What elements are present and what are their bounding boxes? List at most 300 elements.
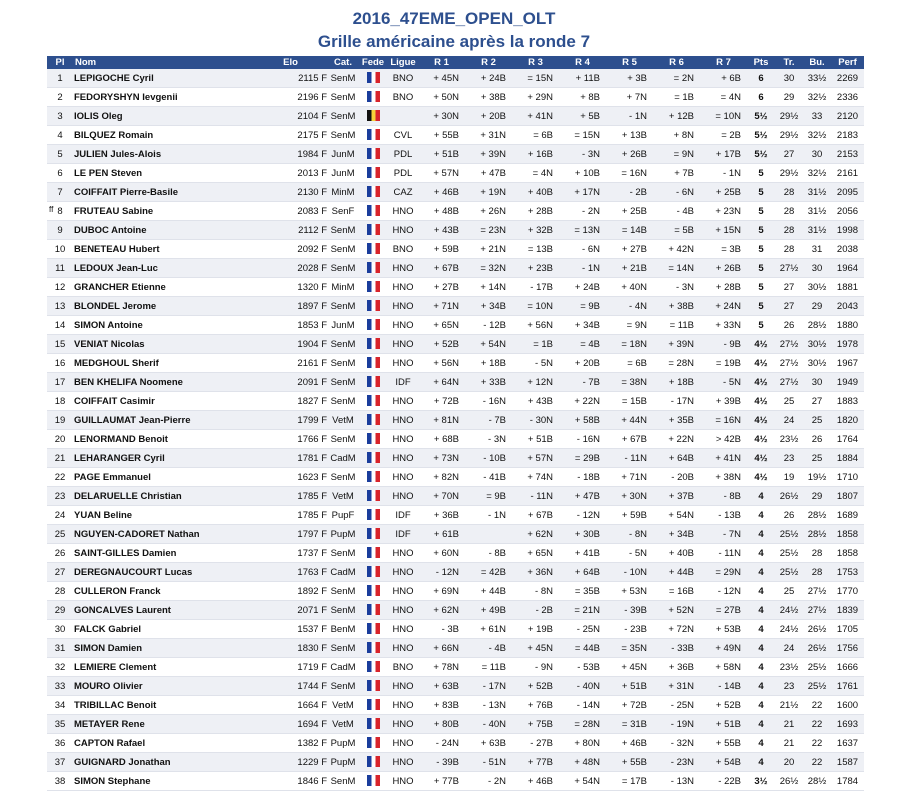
- cell-ligue: IDF: [388, 506, 418, 525]
- cell-cat: VetM: [328, 715, 358, 734]
- cell-round-1: + 50N: [418, 88, 465, 107]
- cell-elo: 1737 F: [253, 544, 328, 563]
- cell-elo: 2092 F: [253, 240, 328, 259]
- cell-round-7: - 12N: [700, 582, 747, 601]
- cell-points: 5: [747, 164, 775, 183]
- cell-round-4: - 16N: [559, 430, 606, 449]
- cell-round-2: + 31N: [465, 126, 512, 145]
- cell-tiebreak-tr: 27: [775, 297, 803, 316]
- cell-tiebreak-bu: 26½: [803, 620, 831, 639]
- cell-round-7: = 16N: [700, 411, 747, 430]
- cell-round-5: = 6B: [606, 354, 653, 373]
- cell-elo: 1827 F: [253, 392, 328, 411]
- cell-round-7: = 2B: [700, 126, 747, 145]
- cell-cat: VetM: [328, 411, 358, 430]
- cell-round-1: + 81N: [418, 411, 465, 430]
- cell-name: LEHARANGER Cyril: [73, 449, 253, 468]
- cell-perf: 2120: [831, 107, 864, 126]
- cell-round-7: - 1N: [700, 164, 747, 183]
- cell-round-5: = 35N: [606, 639, 653, 658]
- cell-round-3: = 6B: [512, 126, 559, 145]
- cell-round-1: + 69N: [418, 582, 465, 601]
- cell-place: [47, 278, 73, 297]
- cell-place: [47, 88, 73, 107]
- cell-round-2: - 12B: [465, 316, 512, 335]
- table-row: [47, 753, 864, 772]
- cell-ligue: HNO: [388, 620, 418, 639]
- cell-round-3: + 51B: [512, 430, 559, 449]
- cell-round-6: + 31N: [653, 677, 700, 696]
- cell-tiebreak-bu: 33½: [803, 69, 831, 88]
- cell-tiebreak-bu: 25: [803, 411, 831, 430]
- cell-round-1: + 73N: [418, 449, 465, 468]
- cell-round-4: - 2N: [559, 202, 606, 221]
- cell-elo: 2115 F: [253, 69, 328, 88]
- cell-round-6: = 1B: [653, 88, 700, 107]
- cell-round-5: = 15B: [606, 392, 653, 411]
- cell-place: [47, 677, 73, 696]
- cell-round-7: + 17B: [700, 145, 747, 164]
- cell-place: [47, 354, 73, 373]
- place-number: 34: [54, 699, 66, 711]
- cell-round-4: + 17N: [559, 183, 606, 202]
- cell-tiebreak-tr: 26½: [775, 772, 803, 791]
- cell-round-2: - 4B: [465, 639, 512, 658]
- cell-tiebreak-tr: 30: [775, 69, 803, 88]
- cell-tiebreak-tr: 26½: [775, 487, 803, 506]
- cell-fede: [358, 221, 388, 240]
- cell-round-1: + 52B: [418, 335, 465, 354]
- cell-perf: 1839: [831, 601, 864, 620]
- cell-round-3: + 12N: [512, 373, 559, 392]
- cell-tiebreak-bu: 27½: [803, 601, 831, 620]
- cell-elo: 2028 F: [253, 259, 328, 278]
- cell-round-4: = 9B: [559, 297, 606, 316]
- france-flag-icon: [367, 414, 380, 425]
- cell-round-3: + 43B: [512, 392, 559, 411]
- cell-round-7: + 52B: [700, 696, 747, 715]
- place-number: 18: [54, 395, 66, 407]
- france-flag-icon: [367, 566, 380, 577]
- header-cat: Cat.: [328, 56, 358, 69]
- table-row: [47, 259, 864, 278]
- cell-round-7: + 6B: [700, 69, 747, 88]
- table-row: [47, 335, 864, 354]
- cell-round-5: = 16N: [606, 164, 653, 183]
- france-flag-icon: [367, 129, 380, 140]
- place-number: 19: [54, 414, 66, 426]
- cell-round-6: = 9N: [653, 145, 700, 164]
- cell-round-5: + 13B: [606, 126, 653, 145]
- cell-elo: 1623 F: [253, 468, 328, 487]
- cell-cat: MinM: [328, 278, 358, 297]
- cell-cat: JunM: [328, 164, 358, 183]
- cell-elo: 1797 F: [253, 525, 328, 544]
- cell-perf: 1967: [831, 354, 864, 373]
- cell-place: [47, 753, 73, 772]
- cell-name: GUIGNARD Jonathan: [73, 753, 253, 772]
- cell-tiebreak-bu: 30½: [803, 335, 831, 354]
- cell-round-4: + 41B: [559, 544, 606, 563]
- cell-elo: 1853 F: [253, 316, 328, 335]
- cell-points: 5: [747, 278, 775, 297]
- cell-round-3: + 52B: [512, 677, 559, 696]
- cell-round-5: - 39B: [606, 601, 653, 620]
- cell-round-2: [465, 525, 512, 544]
- cell-round-2: - 10B: [465, 449, 512, 468]
- cell-round-6: = 28N: [653, 354, 700, 373]
- cell-tiebreak-tr: 23½: [775, 430, 803, 449]
- belgium-flag-icon: [367, 110, 380, 121]
- cell-round-1: + 68B: [418, 430, 465, 449]
- cell-round-5: - 23B: [606, 620, 653, 639]
- cell-round-5: + 71N: [606, 468, 653, 487]
- cell-tiebreak-bu: 27½: [803, 582, 831, 601]
- cell-fede: [358, 259, 388, 278]
- cell-name: LEDOUX Jean-Luc: [73, 259, 253, 278]
- cell-elo: 1892 F: [253, 582, 328, 601]
- cell-name: BLONDEL Jerome: [73, 297, 253, 316]
- cell-round-7: + 38N: [700, 468, 747, 487]
- place-number: 27: [54, 566, 66, 578]
- cell-round-1: + 82N: [418, 468, 465, 487]
- cell-cat: SenM: [328, 297, 358, 316]
- cell-perf: 1858: [831, 544, 864, 563]
- cell-round-3: - 2B: [512, 601, 559, 620]
- cell-cat: SenM: [328, 544, 358, 563]
- cell-fede: [358, 544, 388, 563]
- cell-name: FEDORYSHYN Ievgenii: [73, 88, 253, 107]
- cell-round-7: + 25B: [700, 183, 747, 202]
- cell-round-2: + 49B: [465, 601, 512, 620]
- place-number: 26: [54, 547, 66, 559]
- table-row: [47, 107, 864, 126]
- cell-round-5: - 5N: [606, 544, 653, 563]
- cell-place: [47, 392, 73, 411]
- cell-elo: 1320 F: [253, 278, 328, 297]
- cell-round-7: - 22B: [700, 772, 747, 791]
- cell-name: BILQUEZ Romain: [73, 126, 253, 145]
- cell-round-3: + 56N: [512, 316, 559, 335]
- cell-place: [47, 297, 73, 316]
- place-number: 33: [54, 680, 66, 692]
- cell-cat: SenM: [328, 354, 358, 373]
- cell-cat: SenM: [328, 221, 358, 240]
- cell-name: JULIEN Jules-Alois: [73, 145, 253, 164]
- cell-tiebreak-tr: 27½: [775, 335, 803, 354]
- cell-fede: [358, 164, 388, 183]
- cell-round-4: + 22N: [559, 392, 606, 411]
- cell-round-4: - 6N: [559, 240, 606, 259]
- cell-cat: SenM: [328, 392, 358, 411]
- cell-tiebreak-tr: 21½: [775, 696, 803, 715]
- cell-perf: 1807: [831, 487, 864, 506]
- cell-tiebreak-bu: 31½: [803, 183, 831, 202]
- cell-tiebreak-bu: 32½: [803, 126, 831, 145]
- cell-round-5: = 31B: [606, 715, 653, 734]
- cell-points: 4: [747, 601, 775, 620]
- cell-round-4: - 14N: [559, 696, 606, 715]
- cell-round-2: + 39N: [465, 145, 512, 164]
- cell-points: 3½: [747, 772, 775, 791]
- cell-tiebreak-tr: 28: [775, 221, 803, 240]
- cell-name: CAPTON Rafael: [73, 734, 253, 753]
- france-flag-icon: [367, 300, 380, 311]
- cell-ligue: HNO: [388, 259, 418, 278]
- cell-round-3: + 28B: [512, 202, 559, 221]
- cell-place: [47, 373, 73, 392]
- france-flag-icon: [367, 205, 380, 216]
- title-flag: ff: [49, 205, 54, 214]
- cell-elo: 2175 F: [253, 126, 328, 145]
- cell-fede: [358, 734, 388, 753]
- place-number: 30: [54, 623, 66, 635]
- cell-round-2: - 8B: [465, 544, 512, 563]
- cell-tiebreak-bu: 30: [803, 145, 831, 164]
- france-flag-icon: [367, 699, 380, 710]
- place-number: 15: [54, 338, 66, 350]
- cell-round-1: + 83B: [418, 696, 465, 715]
- header-ligue: Ligue: [388, 56, 418, 69]
- cell-tiebreak-tr: 19: [775, 468, 803, 487]
- cell-round-7: + 41N: [700, 449, 747, 468]
- cell-perf: 1666: [831, 658, 864, 677]
- cell-round-6: + 8N: [653, 126, 700, 145]
- cell-round-6: + 12B: [653, 107, 700, 126]
- cell-ligue: HNO: [388, 221, 418, 240]
- cell-fede: [358, 601, 388, 620]
- cell-ligue: BNO: [388, 240, 418, 259]
- cell-points: 4½: [747, 373, 775, 392]
- place-number: 37: [54, 756, 66, 768]
- cell-points: 4: [747, 753, 775, 772]
- cell-round-1: + 59B: [418, 240, 465, 259]
- cell-round-7: + 28B: [700, 278, 747, 297]
- cell-round-6: - 20B: [653, 468, 700, 487]
- cell-round-4: + 80N: [559, 734, 606, 753]
- cell-perf: 1884: [831, 449, 864, 468]
- cell-points: 4: [747, 677, 775, 696]
- cell-round-7: = 4N: [700, 88, 747, 107]
- cell-perf: 2161: [831, 164, 864, 183]
- cell-name: GRANCHER Etienne: [73, 278, 253, 297]
- cell-elo: 1763 F: [253, 563, 328, 582]
- table-row: [47, 734, 864, 753]
- cell-round-2: = 32N: [465, 259, 512, 278]
- cell-round-1: + 78N: [418, 658, 465, 677]
- cell-ligue: HNO: [388, 278, 418, 297]
- cell-fede: [358, 392, 388, 411]
- cell-tiebreak-tr: 28: [775, 202, 803, 221]
- cell-round-3: + 36N: [512, 563, 559, 582]
- cell-points: 6: [747, 69, 775, 88]
- cell-round-5: + 59B: [606, 506, 653, 525]
- cell-round-5: + 67B: [606, 430, 653, 449]
- cell-elo: 1799 F: [253, 411, 328, 430]
- table-row: [47, 544, 864, 563]
- cell-tiebreak-bu: 31½: [803, 221, 831, 240]
- cell-elo: 1744 F: [253, 677, 328, 696]
- cell-round-2: + 34B: [465, 297, 512, 316]
- cell-name: GONCALVES Laurent: [73, 601, 253, 620]
- cell-round-7: + 58N: [700, 658, 747, 677]
- table-row: [47, 487, 864, 506]
- cell-elo: 2161 F: [253, 354, 328, 373]
- header-r3: R 3: [512, 56, 559, 69]
- table-row: [47, 620, 864, 639]
- cell-tiebreak-tr: 25: [775, 582, 803, 601]
- cell-perf: 1949: [831, 373, 864, 392]
- cell-round-5: - 1N: [606, 107, 653, 126]
- cell-round-5: = 38N: [606, 373, 653, 392]
- cell-round-4: = 29B: [559, 449, 606, 468]
- cell-round-7: - 7N: [700, 525, 747, 544]
- place-number: 38: [54, 775, 66, 787]
- cell-place: [47, 525, 73, 544]
- cell-perf: 1587: [831, 753, 864, 772]
- cell-elo: 2091 F: [253, 373, 328, 392]
- place-number: 11: [55, 262, 65, 274]
- cell-round-4: = 4B: [559, 335, 606, 354]
- cell-round-2: + 61N: [465, 620, 512, 639]
- header-pl: Pl: [47, 56, 73, 69]
- cell-round-3: + 19B: [512, 620, 559, 639]
- place-number: 23: [54, 490, 66, 502]
- cell-name: BENETEAU Hubert: [73, 240, 253, 259]
- cell-round-3: + 45N: [512, 639, 559, 658]
- cell-points: 4½: [747, 411, 775, 430]
- cell-round-6: + 22N: [653, 430, 700, 449]
- cell-round-6: = 2N: [653, 69, 700, 88]
- table-row: [47, 278, 864, 297]
- cell-tiebreak-tr: 21: [775, 715, 803, 734]
- cell-round-3: = 4N: [512, 164, 559, 183]
- cell-elo: 2071 F: [253, 601, 328, 620]
- france-flag-icon: [367, 775, 380, 786]
- cell-name: LEPIGOCHE Cyril: [73, 69, 253, 88]
- cell-round-2: + 47B: [465, 164, 512, 183]
- cell-round-2: - 51N: [465, 753, 512, 772]
- cell-round-1: + 60N: [418, 544, 465, 563]
- cell-points: 4: [747, 563, 775, 582]
- standings-table: [47, 56, 864, 791]
- cell-tiebreak-tr: 26: [775, 506, 803, 525]
- cell-points: 4½: [747, 335, 775, 354]
- table-row: [47, 772, 864, 791]
- cell-name: COIFFAIT Casimir: [73, 392, 253, 411]
- cell-place: [47, 468, 73, 487]
- france-flag-icon: [367, 642, 380, 653]
- france-flag-icon: [367, 737, 380, 748]
- cell-ligue: IDF: [388, 373, 418, 392]
- cell-round-2: + 18B: [465, 354, 512, 373]
- cell-round-6: - 4B: [653, 202, 700, 221]
- france-flag-icon: [367, 148, 380, 159]
- cell-round-4: = 44B: [559, 639, 606, 658]
- table-row: [47, 183, 864, 202]
- cell-place: [47, 107, 73, 126]
- cell-ligue: HNO: [388, 715, 418, 734]
- cell-fede: [358, 582, 388, 601]
- header-row: [47, 56, 864, 69]
- cell-perf: 2056: [831, 202, 864, 221]
- cell-fede: [358, 411, 388, 430]
- cell-round-2: = 23N: [465, 221, 512, 240]
- cell-round-6: + 37B: [653, 487, 700, 506]
- cell-tiebreak-bu: 25½: [803, 658, 831, 677]
- cell-tiebreak-tr: 25½: [775, 544, 803, 563]
- cell-round-1: + 51B: [418, 145, 465, 164]
- cell-name: LE PEN Steven: [73, 164, 253, 183]
- france-flag-icon: [367, 547, 380, 558]
- table-row: [47, 316, 864, 335]
- cell-perf: 1761: [831, 677, 864, 696]
- place-number: 13: [54, 300, 66, 312]
- cell-round-2: - 17N: [465, 677, 512, 696]
- cell-fede: [358, 563, 388, 582]
- cell-fede: [358, 468, 388, 487]
- cell-cat: SenM: [328, 639, 358, 658]
- cell-round-1: + 55B: [418, 126, 465, 145]
- cell-elo: 2083 F: [253, 202, 328, 221]
- cell-name: YUAN Beline: [73, 506, 253, 525]
- cell-perf: 2269: [831, 69, 864, 88]
- cell-tiebreak-tr: 23: [775, 449, 803, 468]
- cell-tiebreak-tr: 27: [775, 278, 803, 297]
- cell-place: [47, 202, 73, 221]
- cell-cat: VetM: [328, 487, 358, 506]
- cell-ligue: HNO: [388, 430, 418, 449]
- cell-tiebreak-bu: 22: [803, 715, 831, 734]
- cell-round-7: + 26B: [700, 259, 747, 278]
- cell-fede: [358, 297, 388, 316]
- cell-round-7: + 15N: [700, 221, 747, 240]
- cell-elo: 1984 F: [253, 145, 328, 164]
- table-row: [47, 506, 864, 525]
- table-row: [47, 145, 864, 164]
- cell-round-1: + 36B: [418, 506, 465, 525]
- cell-tiebreak-bu: 22: [803, 696, 831, 715]
- cell-round-5: - 2B: [606, 183, 653, 202]
- cell-cat: SenM: [328, 240, 358, 259]
- header-r1: R 1: [418, 56, 465, 69]
- place-number: 17: [54, 376, 66, 388]
- cell-round-4: = 15N: [559, 126, 606, 145]
- cell-points: 4: [747, 582, 775, 601]
- cell-perf: 2153: [831, 145, 864, 164]
- cell-round-4: + 54N: [559, 772, 606, 791]
- cell-elo: 2013 F: [253, 164, 328, 183]
- cell-tiebreak-tr: 29½: [775, 126, 803, 145]
- cell-ligue: HNO: [388, 582, 418, 601]
- cell-fede: [358, 69, 388, 88]
- cell-perf: 1858: [831, 525, 864, 544]
- cell-fede: [358, 316, 388, 335]
- cell-tiebreak-tr: 27: [775, 145, 803, 164]
- cell-place: [47, 734, 73, 753]
- cell-elo: 1830 F: [253, 639, 328, 658]
- cell-tiebreak-tr: 27½: [775, 259, 803, 278]
- cell-elo: 1785 F: [253, 487, 328, 506]
- cell-place: [47, 544, 73, 563]
- cell-perf: 2336: [831, 88, 864, 107]
- cell-tiebreak-bu: 32½: [803, 164, 831, 183]
- cell-round-2: + 20B: [465, 107, 512, 126]
- cell-cat: SenF: [328, 202, 358, 221]
- cell-points: 6: [747, 88, 775, 107]
- cell-elo: 1904 F: [253, 335, 328, 354]
- cell-round-7: = 10N: [700, 107, 747, 126]
